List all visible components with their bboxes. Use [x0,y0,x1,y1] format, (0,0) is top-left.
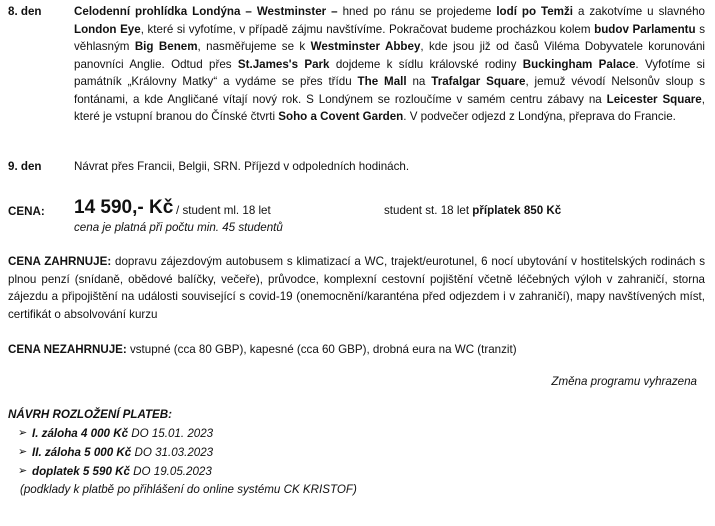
highlighted-place: Soho a Covent Garden [278,110,404,123]
highlighted-place: The Mall [357,75,407,88]
description-text: , nasměřujeme se k [197,40,311,53]
day-9-label: 9. den [8,160,42,173]
day-9-section [8,158,705,176]
includes-label: CENA ZAHRNUJE: [8,255,112,268]
description-text: hned po ránu se projedeme [337,5,497,18]
price-amount: 14 590,- Kč [74,197,174,218]
program-change-note: Změna programu vyhrazena [551,375,697,388]
description-text: . Vyfotíme si památník „Královny Matky“ a vydáme se přes třídu [74,57,705,88]
description-text: , které si vyfotíme, v případě zájmu navštívíme. Pokračovat budeme procházkou kolem [140,22,595,36]
payment-due-date: DO 15.01. 2023 [128,426,214,440]
description-text: . V podvečer odjezd z Londýna, přeprava do Francie. [403,110,676,123]
payment-plan-heading: NÁVRH ROZLOŽENÍ PLATEB: [8,408,173,421]
highlighted-place: Celodenní prohlídka Londýna – Westminster – [74,5,338,18]
price-unit: / student ml. 18 let [176,204,271,217]
description-text: s věhlasným [74,22,705,53]
price-label: CENA: [8,205,45,218]
day-8-description [74,3,705,126]
highlighted-place: Westminster Abbey [310,40,421,53]
excludes-text: vstupné (cca 80 GBP), kapesné (cca 60 GBP), drobná eura na WC (tranzit) [126,343,517,356]
highlighted-place: St.James's Park [237,57,330,71]
payment-footnote: (podklady k platbě po přihlášení do online systému CK KRISTOF) [20,482,357,496]
price-includes [8,253,705,323]
day-8-label: 8. den [8,5,42,18]
description-text: , kde jsou již od časů Viléma Dobyvatele korunováni panovníci Anglie. Odtud přes [74,40,705,71]
payment-due-date: DO 19.05.2023 [129,464,212,478]
day-9-description: Návrat přes Francii, Belgii, SRN. Příjezd v odpoledních hodinách. [74,160,410,173]
price-older-students [384,202,561,220]
highlighted-place: Big Benem [134,40,198,53]
payment-plan [8,406,508,498]
arrow-bullet-icon: ➢ [18,445,28,458]
description-text: , které je vstupní branou do Čínské čtvrti [74,92,705,123]
highlighted-place: Trafalgar Square [431,75,526,88]
description-text: , jemuž vévodí Nelsonův sloup s fontánami, a kde Angličané vítají nový rok. S Londýnem se rozloučíme v samém centru zábavy na [74,75,706,106]
highlighted-place: London Eye [74,22,141,36]
highlighted-place: lodí po Temži [496,5,574,18]
older-students-text: student st. 18 let [384,204,473,217]
highlighted-place: Leicester Square [606,92,702,106]
arrow-bullet-icon: ➢ [18,464,28,477]
payment-list [8,424,508,481]
highlighted-place: budov Parlamentu [594,22,696,36]
payment-due-date: DO 31.03.2023 [131,445,214,459]
payment-item [8,424,508,443]
payment-amount: I. záloha 4 000 Kč [32,426,129,440]
description-text: a zakotvíme u slavného [573,5,706,18]
description-text: dojdeme k sídlu královské rodiny [329,57,523,71]
payment-item [8,462,508,481]
includes-text: dopravu zájezdovým autobusem s klimatizací a WC, trajekt/eurotunel, 6 nocí ubytování v hostitelských rodinách s plnou penzí (snídaně, obědové balíčky, večeře), průvodce, komplexní cestovní pojištění včetně léčebných výloh v zahraničí, storna zájezdu a připojištění na události související s covid-19 (onemocnění/karanténa před odjezdem i v zahraničí), mapy navštívených míst, certifikát o absolvování kurzu [8,255,705,321]
price-section [8,196,708,236]
highlighted-place: Buckingham Palace [522,57,636,71]
arrow-bullet-icon: ➢ [18,426,28,439]
day-8-section [8,3,705,126]
payment-item [8,443,508,462]
price-excludes [8,341,705,359]
price-note: cena je platná při počtu min. 45 studentů [74,221,283,234]
older-students-surcharge: příplatek 850 Kč [472,204,562,217]
payment-amount: doplatek 5 590 Kč [32,464,130,478]
excludes-label: CENA NEZAHRNUJE: [8,343,127,356]
payment-amount: II. záloha 5 000 Kč [32,445,132,459]
description-text: na [406,75,432,88]
